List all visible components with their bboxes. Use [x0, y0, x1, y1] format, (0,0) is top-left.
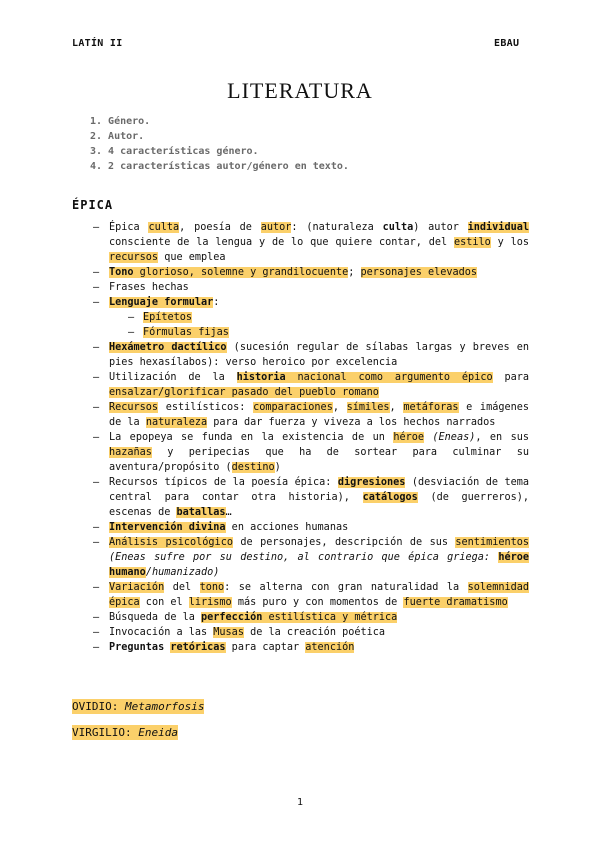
bullet-text: del [164, 582, 200, 593]
bullet-dash: – [128, 312, 135, 323]
bullet-text: y peripecias que ha de sortear para culminar su aventura/propósito ( [109, 447, 529, 473]
work-author: OVIDIO: [72, 700, 119, 713]
bullet-item [93, 625, 529, 640]
bullet-dash: – [93, 267, 100, 278]
highlighted-text: Tono [109, 267, 134, 278]
highlighted-text: catálogos [362, 492, 418, 503]
highlighted-text: Lenguaje formular [109, 297, 214, 308]
outline-item: 1. Género. [90, 116, 151, 127]
bullet-text: para [492, 372, 529, 383]
work-virgilio [72, 726, 178, 739]
bullet-text: (sucesión regular de sílabas largas y breves en pies hexasílabos): verso heroico por excelencia [109, 342, 529, 368]
bullet-list [93, 220, 529, 655]
bullet-dash: – [128, 327, 135, 338]
bullet-text: estilísticos: [158, 402, 254, 413]
bullet-dash: – [93, 627, 100, 638]
bullet-text: /humanizado) [145, 567, 220, 578]
bullet-dash: – [93, 432, 100, 443]
bullet-dash: – [93, 222, 100, 233]
bullet-text: ; [348, 267, 361, 278]
highlighted-text: Recursos [109, 402, 159, 413]
bullet-item [93, 535, 529, 580]
bullet-text: : [213, 297, 220, 308]
outline-list [90, 114, 349, 174]
highlighted-text: héroe humano [109, 552, 529, 578]
outline-item: 3. 4 características género. [90, 146, 259, 157]
bullet-dash: – [93, 612, 100, 623]
bullet-text: Recursos típicos de la poesía épica: [109, 477, 338, 488]
bullet-text: , [332, 402, 347, 413]
bullet-text: de personajes, descripción de sus [232, 537, 456, 548]
bullet-text: de la creación poética [243, 627, 386, 638]
bullet-text: consciente de la lengua y de lo que quiere contar, del [109, 237, 454, 248]
highlighted-text: tono [199, 582, 225, 593]
bullet-dash: – [93, 522, 100, 533]
bullet-item [93, 640, 529, 655]
bullet-item [93, 400, 529, 430]
highlighted-text: estilística y métrica [262, 612, 398, 623]
outline-item: 4. 2 características autor/género en texto. [90, 161, 349, 172]
bullet-text: (Eneas) [432, 432, 476, 443]
bullet-dash: – [93, 282, 100, 293]
sub-bullet-item [93, 325, 529, 340]
bullet-text: con el [139, 597, 189, 608]
highlighted-text: sentimientos [455, 537, 530, 548]
highlighted-text: historia [236, 372, 286, 383]
bullet-text: ) autor [413, 222, 468, 233]
header-subject: LATÍN II [72, 38, 123, 49]
highlighted-text: Variación [109, 582, 165, 593]
bullet-dash: – [93, 582, 100, 593]
bullet-text: Épica [109, 222, 149, 233]
highlighted-text: Hexámetro dactílico [109, 342, 227, 353]
bullet-item [93, 430, 529, 475]
bullet-text: (de guerreros), escenas de [109, 492, 529, 518]
page-title: LITERATURA [227, 78, 373, 103]
bullet-item [93, 475, 529, 520]
bullet-text: : se alterna con gran naturalidad la [224, 582, 468, 593]
highlighted-text: solemnidad épica [109, 582, 529, 608]
bullet-text: e imágenes de la [109, 402, 529, 428]
bullet-dash: – [93, 297, 100, 308]
work-title: Eneida [138, 726, 178, 739]
highlighted-text: lirismo [188, 597, 232, 608]
highlighted-text: nacional como argumento épico [285, 372, 493, 383]
highlighted-text: individual [467, 222, 529, 233]
highlighted-text: Fórmulas fijas [143, 327, 229, 338]
outline-item: 2. Autor. [90, 131, 145, 142]
bullet-text: culta [382, 222, 414, 233]
bullet-text: Utilización de la [109, 372, 237, 383]
bullet-dash: – [93, 642, 100, 653]
bullet-text: , en sus [475, 432, 529, 443]
highlighted-text: comparaciones [253, 402, 333, 413]
highlighted-text: batallas [176, 507, 226, 518]
bullet-dash: – [93, 372, 100, 383]
highlighted-text: estilo [453, 237, 491, 248]
highlighted-text: fuerte dramatismo [403, 597, 508, 608]
highlighted-text: autor [260, 222, 292, 233]
bullet-item [93, 295, 529, 310]
bullet-item [93, 280, 529, 295]
bullet-item [93, 520, 529, 535]
bullet-text: La epopeya se funda en la existencia de un [109, 432, 394, 443]
bullet-text: para dar fuerza y viveza a los hechos narrados [207, 417, 496, 428]
bullet-item [93, 265, 529, 280]
bullet-text: Búsqueda de la [109, 612, 202, 623]
bullet-dash: – [93, 537, 100, 548]
highlighted-text: digresiones [337, 477, 406, 488]
bullet-item [93, 370, 529, 400]
highlighted-text: naturaleza [145, 417, 208, 428]
bullet-dash: – [93, 477, 100, 488]
bullet-item [93, 580, 529, 610]
bullet-text: Preguntas [109, 642, 171, 653]
highlighted-text: atención [305, 642, 355, 653]
bullet-dash: – [93, 342, 100, 353]
page-number: 1 [296, 797, 304, 808]
highlighted-text: retóricas [170, 642, 226, 653]
highlighted-text: culta [148, 222, 180, 233]
highlighted-text: Análisis psicológico [109, 537, 233, 548]
bullet-text: más puro y con momentos de [231, 597, 404, 608]
work-title: Metamorfosis [124, 700, 205, 713]
bullet-item [93, 220, 529, 265]
highlighted-text: glorioso, solemne y grandilocuente [133, 267, 349, 278]
bullet-item [93, 340, 529, 370]
highlighted-text: Intervención divina [109, 522, 226, 533]
highlighted-text: héroe [393, 432, 424, 443]
bullet-dash: – [93, 402, 100, 413]
highlighted-text: recursos [109, 252, 159, 263]
bullet-text: Invocación a las [109, 627, 214, 638]
bullet-text: ) [274, 462, 281, 473]
bullet-text: (desviación de tema central para contar otra historia), [109, 477, 530, 503]
bullet-text: para captar [225, 642, 306, 653]
highlighted-text: perfección [201, 612, 263, 623]
work-ovidio [72, 700, 204, 713]
highlighted-text: ensalzar/glorificar pasado del pueblo romano [109, 387, 379, 398]
bullet-text: : (naturaleza [291, 222, 383, 233]
bullet-text: , [389, 402, 404, 413]
bullet-text: que emplea [158, 252, 226, 263]
highlighted-text: Epítetos [143, 312, 193, 323]
highlighted-text: Musas [213, 627, 244, 638]
section-title: ÉPICA [72, 198, 114, 212]
bullet-text: en acciones humanas [225, 522, 349, 533]
bullet-item [93, 610, 529, 625]
highlighted-text: hazañas [109, 447, 152, 458]
work-author: VIRGILIO: [72, 726, 132, 739]
bullet-text: Frases hechas [109, 282, 189, 293]
bullet-text: (Eneas sufre por su destino, al contrario que épica griega: [109, 552, 499, 563]
highlighted-text: metáforas [403, 402, 459, 413]
sub-bullet-item [93, 310, 529, 325]
highlighted-text: destino [231, 462, 275, 473]
bullet-text: y los [490, 237, 529, 248]
bullet-text: … [225, 507, 232, 518]
header-exam: EBAU [494, 38, 520, 49]
bullet-text: , poesía de [179, 222, 261, 233]
highlighted-text: símiles [346, 402, 390, 413]
highlighted-text: personajes elevados [360, 267, 478, 278]
